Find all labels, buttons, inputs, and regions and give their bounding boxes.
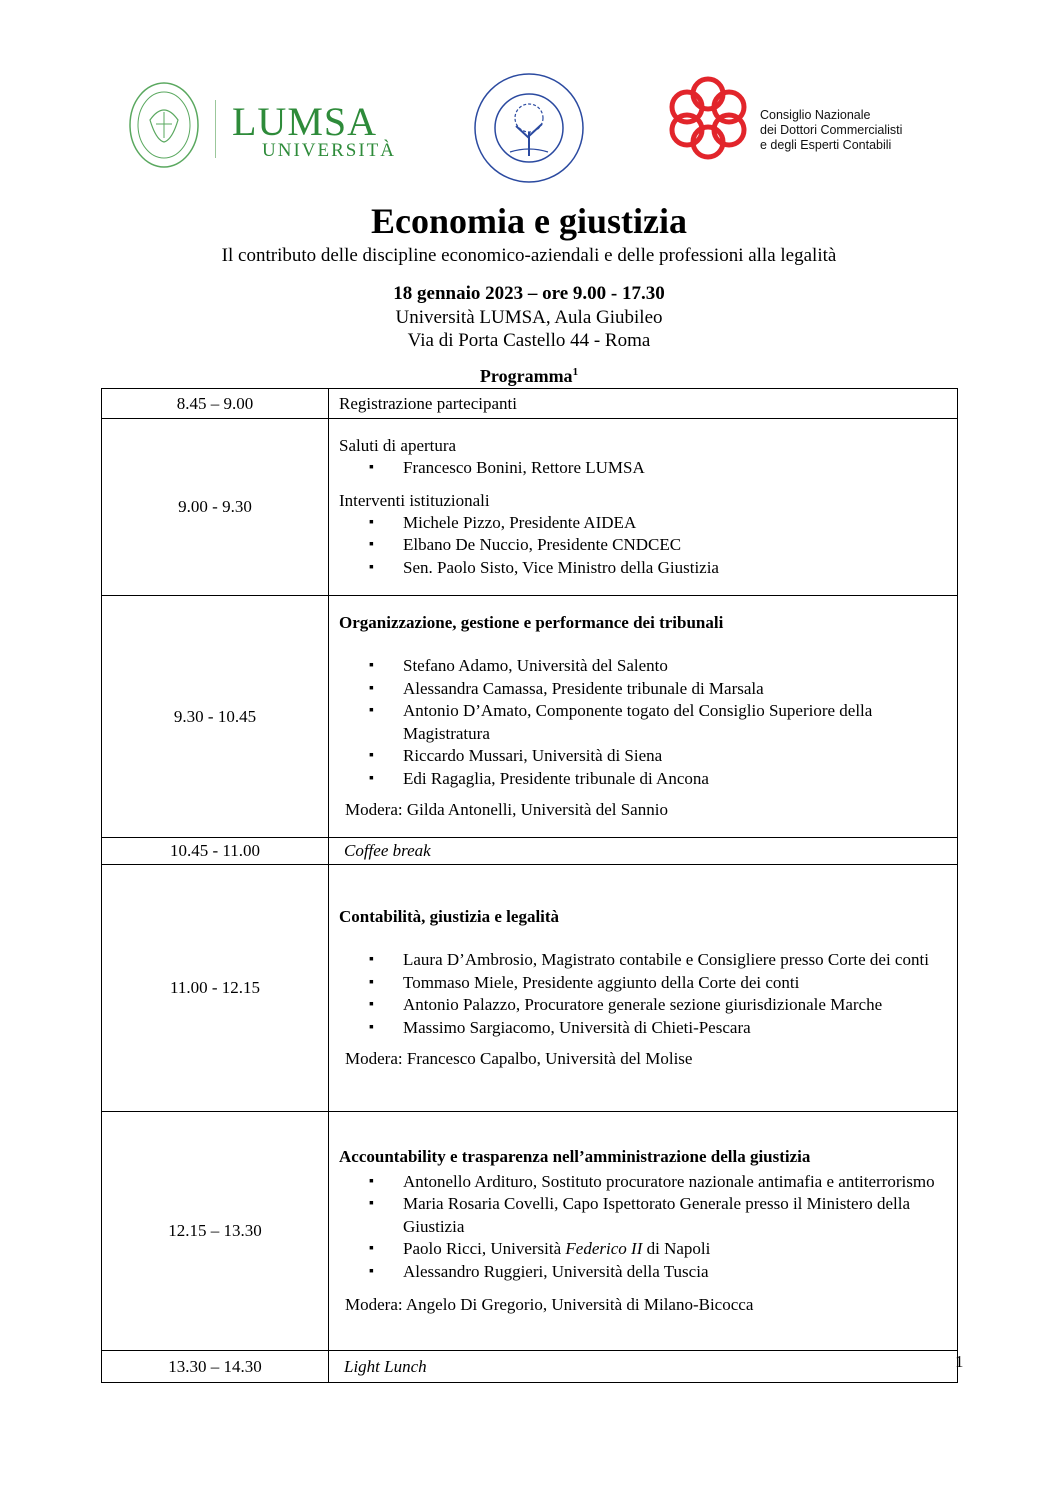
time-cell: 10.45 - 11.00	[102, 838, 329, 865]
footnote-mark: 1	[572, 366, 579, 378]
list-item: ▪ Francesco Bonini, Rettore LUMSA	[339, 457, 949, 480]
cndcec-logo-text	[760, 108, 902, 153]
content-cell	[329, 865, 958, 1112]
content-cell: Registrazione partecipanti	[329, 389, 958, 419]
programme-label: Programma	[479, 366, 573, 386]
venue-line-1: Università LUMSA, Aula Giubileo	[395, 307, 663, 328]
table-row	[102, 419, 958, 596]
cndcec-logo-icon	[665, 72, 751, 162]
speaker-list	[339, 949, 949, 1039]
lumsa-logo-subtext: UNIVERSITÀ	[262, 140, 396, 161]
logo-divider	[215, 100, 216, 158]
page-number: 1	[955, 1352, 964, 1371]
content-cell	[329, 596, 958, 838]
list-item: ▪ Antonio D’Amato, Componente togato del Consiglio Superiore della Magistratura	[339, 700, 949, 745]
list-item: ▪ Antonello Ardituro, Sostituto procuratore nazionale antimafia e antiterrorismo	[339, 1171, 949, 1194]
moderator: Modera: Francesco Capalbo, Università del Molise	[345, 1049, 693, 1068]
cndcec-line-1: Consiglio Nazionale	[760, 108, 871, 122]
list-item: ▪ Maria Rosaria Covelli, Capo Ispettorato Generale presso il Ministero della Giustizia	[339, 1193, 949, 1238]
table-row	[102, 838, 958, 865]
cndcec-line-2: dei Dottori Commercialisti	[760, 123, 903, 137]
item-text: di Napoli	[642, 1239, 711, 1259]
logos-header	[0, 72, 1058, 187]
list-item: ▪ Stefano Adamo, Università del Salento	[339, 655, 949, 678]
schedule-table	[101, 388, 958, 1383]
item-text-italic: Federico II	[565, 1239, 643, 1259]
event-venue	[0, 306, 1058, 352]
section-title: Accountability e trasparenza nell’amministrazione della giustizia	[339, 1146, 811, 1166]
list-item: ▪ Laura D’Ambrosio, Magistrato contabile e Consigliere presso Corte dei conti	[339, 949, 949, 972]
speaker-list	[339, 457, 949, 480]
programme-heading	[0, 366, 1058, 387]
section-title: Organizzazione, gestione e performance dei tribunali	[339, 613, 724, 632]
time-cell: 12.15 – 13.30	[102, 1112, 329, 1351]
list-item: ▪ Alessandro Ruggieri, Università della Tuscia	[339, 1261, 949, 1284]
aidea-seal-icon	[470, 72, 588, 184]
table-row	[102, 1351, 958, 1383]
table-row	[102, 1112, 958, 1351]
list-item: ▪ Massimo Sargiacomo, Università di Chieti-Pescara	[339, 1017, 949, 1040]
list-item	[339, 1238, 949, 1261]
moderator: Modera: Angelo Di Gregorio, Università di Milano-Bicocca	[345, 1295, 754, 1315]
lumsa-logo-text: LUMSA	[232, 99, 378, 144]
content-cell: Coffee break	[329, 838, 958, 865]
time-cell: 9.30 - 10.45	[102, 596, 329, 838]
page-subtitle: Il contributo delle discipline economico-aziendali e delle professioni alla legalità	[221, 245, 837, 266]
content-cell: Light Lunch	[329, 1351, 958, 1383]
event-date: 18 gennaio 2023 – ore 9.00 - 17.30	[393, 283, 665, 304]
content-cell	[329, 1112, 958, 1351]
list-item: ▪ Antonio Palazzo, Procuratore generale sezione giurisdizionale Marche	[339, 994, 949, 1017]
speaker-list	[339, 655, 949, 790]
content-cell	[329, 419, 958, 596]
section-title: Contabilità, giustizia e legalità	[339, 907, 560, 926]
time-cell: 11.00 - 12.15	[102, 865, 329, 1112]
list-item: ▪ Sen. Paolo Sisto, Vice Ministro della Giustizia	[339, 557, 949, 580]
table-row	[102, 865, 958, 1112]
list-item: ▪ Edi Ragaglia, Presidente tribunale di Ancona	[339, 768, 949, 791]
table-row	[102, 389, 958, 419]
page-title: Economia e giustizia	[371, 201, 687, 241]
list-item: ▪ Riccardo Mussari, Università di Siena	[339, 745, 949, 768]
section-title: Saluti di apertura	[339, 436, 457, 455]
time-cell: 13.30 – 14.30	[102, 1351, 329, 1383]
list-item: ▪ Alessandra Camassa, Presidente tribunale di Marsala	[339, 678, 949, 701]
time-cell: 8.45 – 9.00	[102, 389, 329, 419]
cndcec-line-3: e degli Esperti Contabili	[760, 138, 892, 152]
speaker-list	[339, 512, 949, 580]
list-item: ▪ Elbano De Nuccio, Presidente CNDCEC	[339, 534, 949, 557]
lumsa-seal-icon	[128, 80, 200, 170]
table-row	[102, 596, 958, 838]
time-cell: 9.00 - 9.30	[102, 419, 329, 596]
section-title: Interventi istituzionali	[339, 490, 490, 510]
list-item: ▪ Michele Pizzo, Presidente AIDEA	[339, 512, 949, 535]
speaker-list	[339, 1171, 949, 1284]
item-text: Paolo Ricci, Università	[403, 1239, 566, 1259]
moderator: Modera: Gilda Antonelli, Università del Sannio	[345, 800, 668, 819]
venue-line-2: Via di Porta Castello 44 - Roma	[407, 330, 651, 351]
list-item: ▪ Tommaso Miele, Presidente aggiunto della Corte dei conti	[339, 972, 949, 995]
